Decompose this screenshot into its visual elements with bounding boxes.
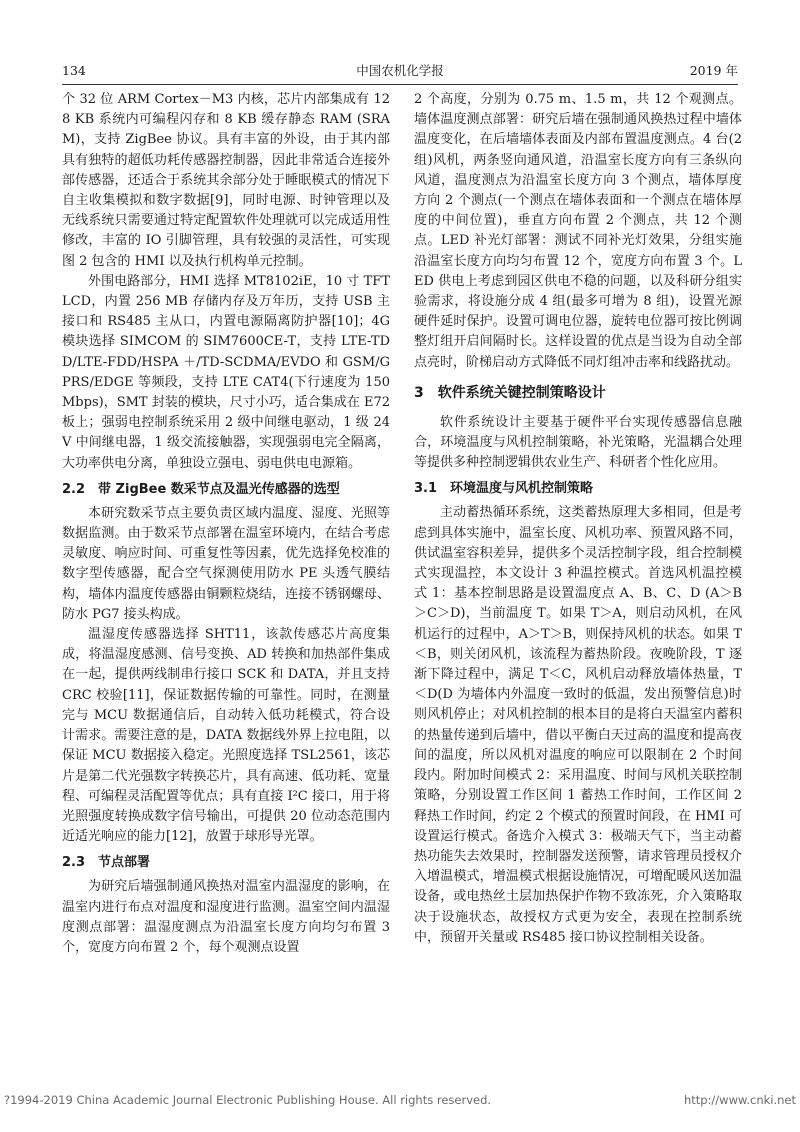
right-column [414,90,742,948]
publisher-url[interactable]: http://www.cnki.net [683,1093,796,1107]
paragraph: 主动蓄热循环系统，这类蓄热原理大多相同，但是考虑到具体实施中，温室长度、风机功率、预置风路不同，供试温室容积差异，提供多个灵活控制字段，组合控制模式实现温控，本文设计 3 种温控模式。首选风机温控模式 1：基本控制思路是设置温度点 A、B、C、D (A＞B＞C＞D)，当前温度 T。如果 T＞A，则启动风机，在风机运行的过程中，A＞T＞B，则保持风机的状态。如果 T＜B，则关闭风机，该流程为蓄热阶段。夜晚阶段，T 逐渐下降过程中，满足 T＜C，风机启动释放墙体热量，T＜D(D 为墙体内外温度一致时的低温，发出预警信息)时则风机停止；对风机控制的根本目的是将白天温室内蓄积的热量传递到后墙中，借以平衡白天过高的温度和提高夜间的温度，所以风机对温度的响应可以限制在 2 个时间段内。附加时间模式 2：采用温度、时间与风机关联控制策略，分别设置工作区间 1 蓄热工作时间，工作区间 2 释热工作时间，约定 2 个模式的预置时间段，在 HMI 可设置运行模式。备选介入模式 3：极端天气下，当主动蓄热功能失去效果时，控制器发送预警，请求管理员授权介入增温模式，增温模式根据设施情况，可增配暖风送加温设备，或电热丝土层加热保护作物不致冻死，介入策略取决于设施状态，故授权方式更为安全，表现在控制系统中，预留开关量或 RS485 接口协议控制相关设备。 [414,505,742,945]
paragraph: 软件系统设计主要基于硬件平台实现传感器信息融合，环境温度与风机控制策略，补光策略，光温耦合处理等提供多种控制逻辑供农业生产、科研者个性化应用。 [414,414,742,471]
publication-year: 2019 年 [689,63,738,78]
section-heading-2-3: 2.3 节点部署 [62,855,151,871]
paragraph: 2 个高度，分别为 0.75 m、1.5 m，共 12 个观测点。墙体温度测点部署：研究后墙在强制通风换热过程中墙体温度变化，在后墙墙体表面及内部布置温度测点。4 台(2 组)风机，两条竖向通风道，沿温室长度方向有三条纵向风道，温度测点为沿温室长度方向 3 个测点，墙体厚度方向 2 个测点(一个测点在墙体表面和一个测点在墙体厚度的中间位置)，垂直方向布置 2 个测点，共 12 个测点。LED 补光灯部署：测试不同补光灯效果，分组实施沿温室长度方向均匀布置 12 个，宽度方向布置 3 个。LED 供电上考虑到园区供电不稳的问题，以及科研分组实验需求，将设施分成 4 组(最多可增为 8 组)，设置光源硬件延时保护。设置可调电位器，旋转电位器可按比例调整灯组开启间隔时长。这样设置的优点是当设为自动全部点亮时，阶梯启动方式降低不同灯组冲击率和线路扰动。 [414,92,742,370]
running-header [62,60,738,82]
paragraph: 个 32 位 ARM Cortex－M3 内核，芯片内部集成有 128 KB 系统内可编程闪存和 8 KB 缓存静态 RAM (SRAM)，支持 ZigBee 协议。具有丰富的外设，由于其内部具有独特的超低功耗传感器控制器，因此非常适合连接外部传感器，还适合于系统其余部分处于睡眠模式的情况下自主收集模拟和数字数据[9]，同时电源、时钟管理以及无线系统只需要通过特定配置软件处理就可以完成适用性修改，丰富的 IO 引脚管理，具有较强的灵活性，可实现图 2 包含的 HMI 以及执行机构单元控制。 [62,92,390,269]
paragraph: 为研究后墙强制通风换热对温室内温湿度的影响，在温室内进行布点对温度和湿度进行监测。温室空间内温湿度测点部署：温湿度测点为沿温室长度方向均匀布置 3 个，宽度方向布置 2 个，每个观测点设置 [62,879,390,955]
section-heading-2-2: 2.2 带 ZigBee 数采节点及温光传感器的选型 [62,481,340,497]
page-footer [0,1093,800,1109]
copyright-notice: ?1994-2019 China Academic Journal Electronic Publishing House. All rights reserved. [4,1093,492,1107]
left-column [62,90,390,958]
section-heading-3: 3 软件系统关键控制策略设计 [414,384,606,401]
section-heading-3-1: 3.1 环境温度与风机控制策略 [414,481,594,497]
journal-title: 中国农机化学报 [356,63,444,78]
header-rule [62,84,738,85]
page-number: 134 [62,63,86,78]
paragraph: 外围电路部分，HMI 选择 MT8102iE，10 寸 TFT LCD，内置 256 MB 存储内存及万年历，支持 USB 主接口和 RS485 主从口，内置电源隔离防护器[10]；4G 模块选择 SIMCOM 的 SIM7600CE-T，支持 LTE-TDD/LTE-FDD/HSPA ＋/TD-SCDMA/EVDO 和 GSM/GPRS/EDGE 等频段，支持 LTE CAT4(下行速度为 150 Mbps)，SMT 封装的模块，尺寸小巧，适合集成在 E72 板上；强弱电控制系统采用 2 级中间继电驱动，1 级 24 V 中间继电器，1 级交流接触器，实现强弱电完全隔离，大功率供电分离，单独设立强电、弱电供电电源箱。 [62,273,390,471]
paragraph: 本研究数采节点主要负责区域内温度、湿度、光照等数据监测。由于数采节点部署在温室环境内，在结合考虑灵敏度、响应时间、可重复性等因素，优先选择免校准的数字型传感器，配合空气探测使用防水 PE 头透气膜结构，墙体内温度传感器由铜颗粒烧结，连接不锈钢螺母、防水 PG7 接头构成。 [62,505,390,622]
paragraph: 温湿度传感器选择 SHT11，该款传感芯片高度集成，将温湿度感测、信号变换、AD 转换和加热部件集成在一起，提供两线制串行接口 SCK 和 DATA，并且支持 CRC 校验[11]，保证数据传输的可靠性。同时，在测量完与 MCU 数据通信后，自动转入低功耗模式，符合设计需求。需要注意的是，DATA 数据线外界上拉电阻，以保证 MCU 数据接入稳定。光照度选择 TSL2561，该芯片是第二代光强数字转换芯片，具有高速、低功耗、宽量程、可编程灵活配置等优点；具有直接 I²C 接口，用于将光照强度转换成数字信号输出，可提供 20 位动态范围内近适光响应的能力[12]，放置于球形导光罩。 [62,627,390,845]
